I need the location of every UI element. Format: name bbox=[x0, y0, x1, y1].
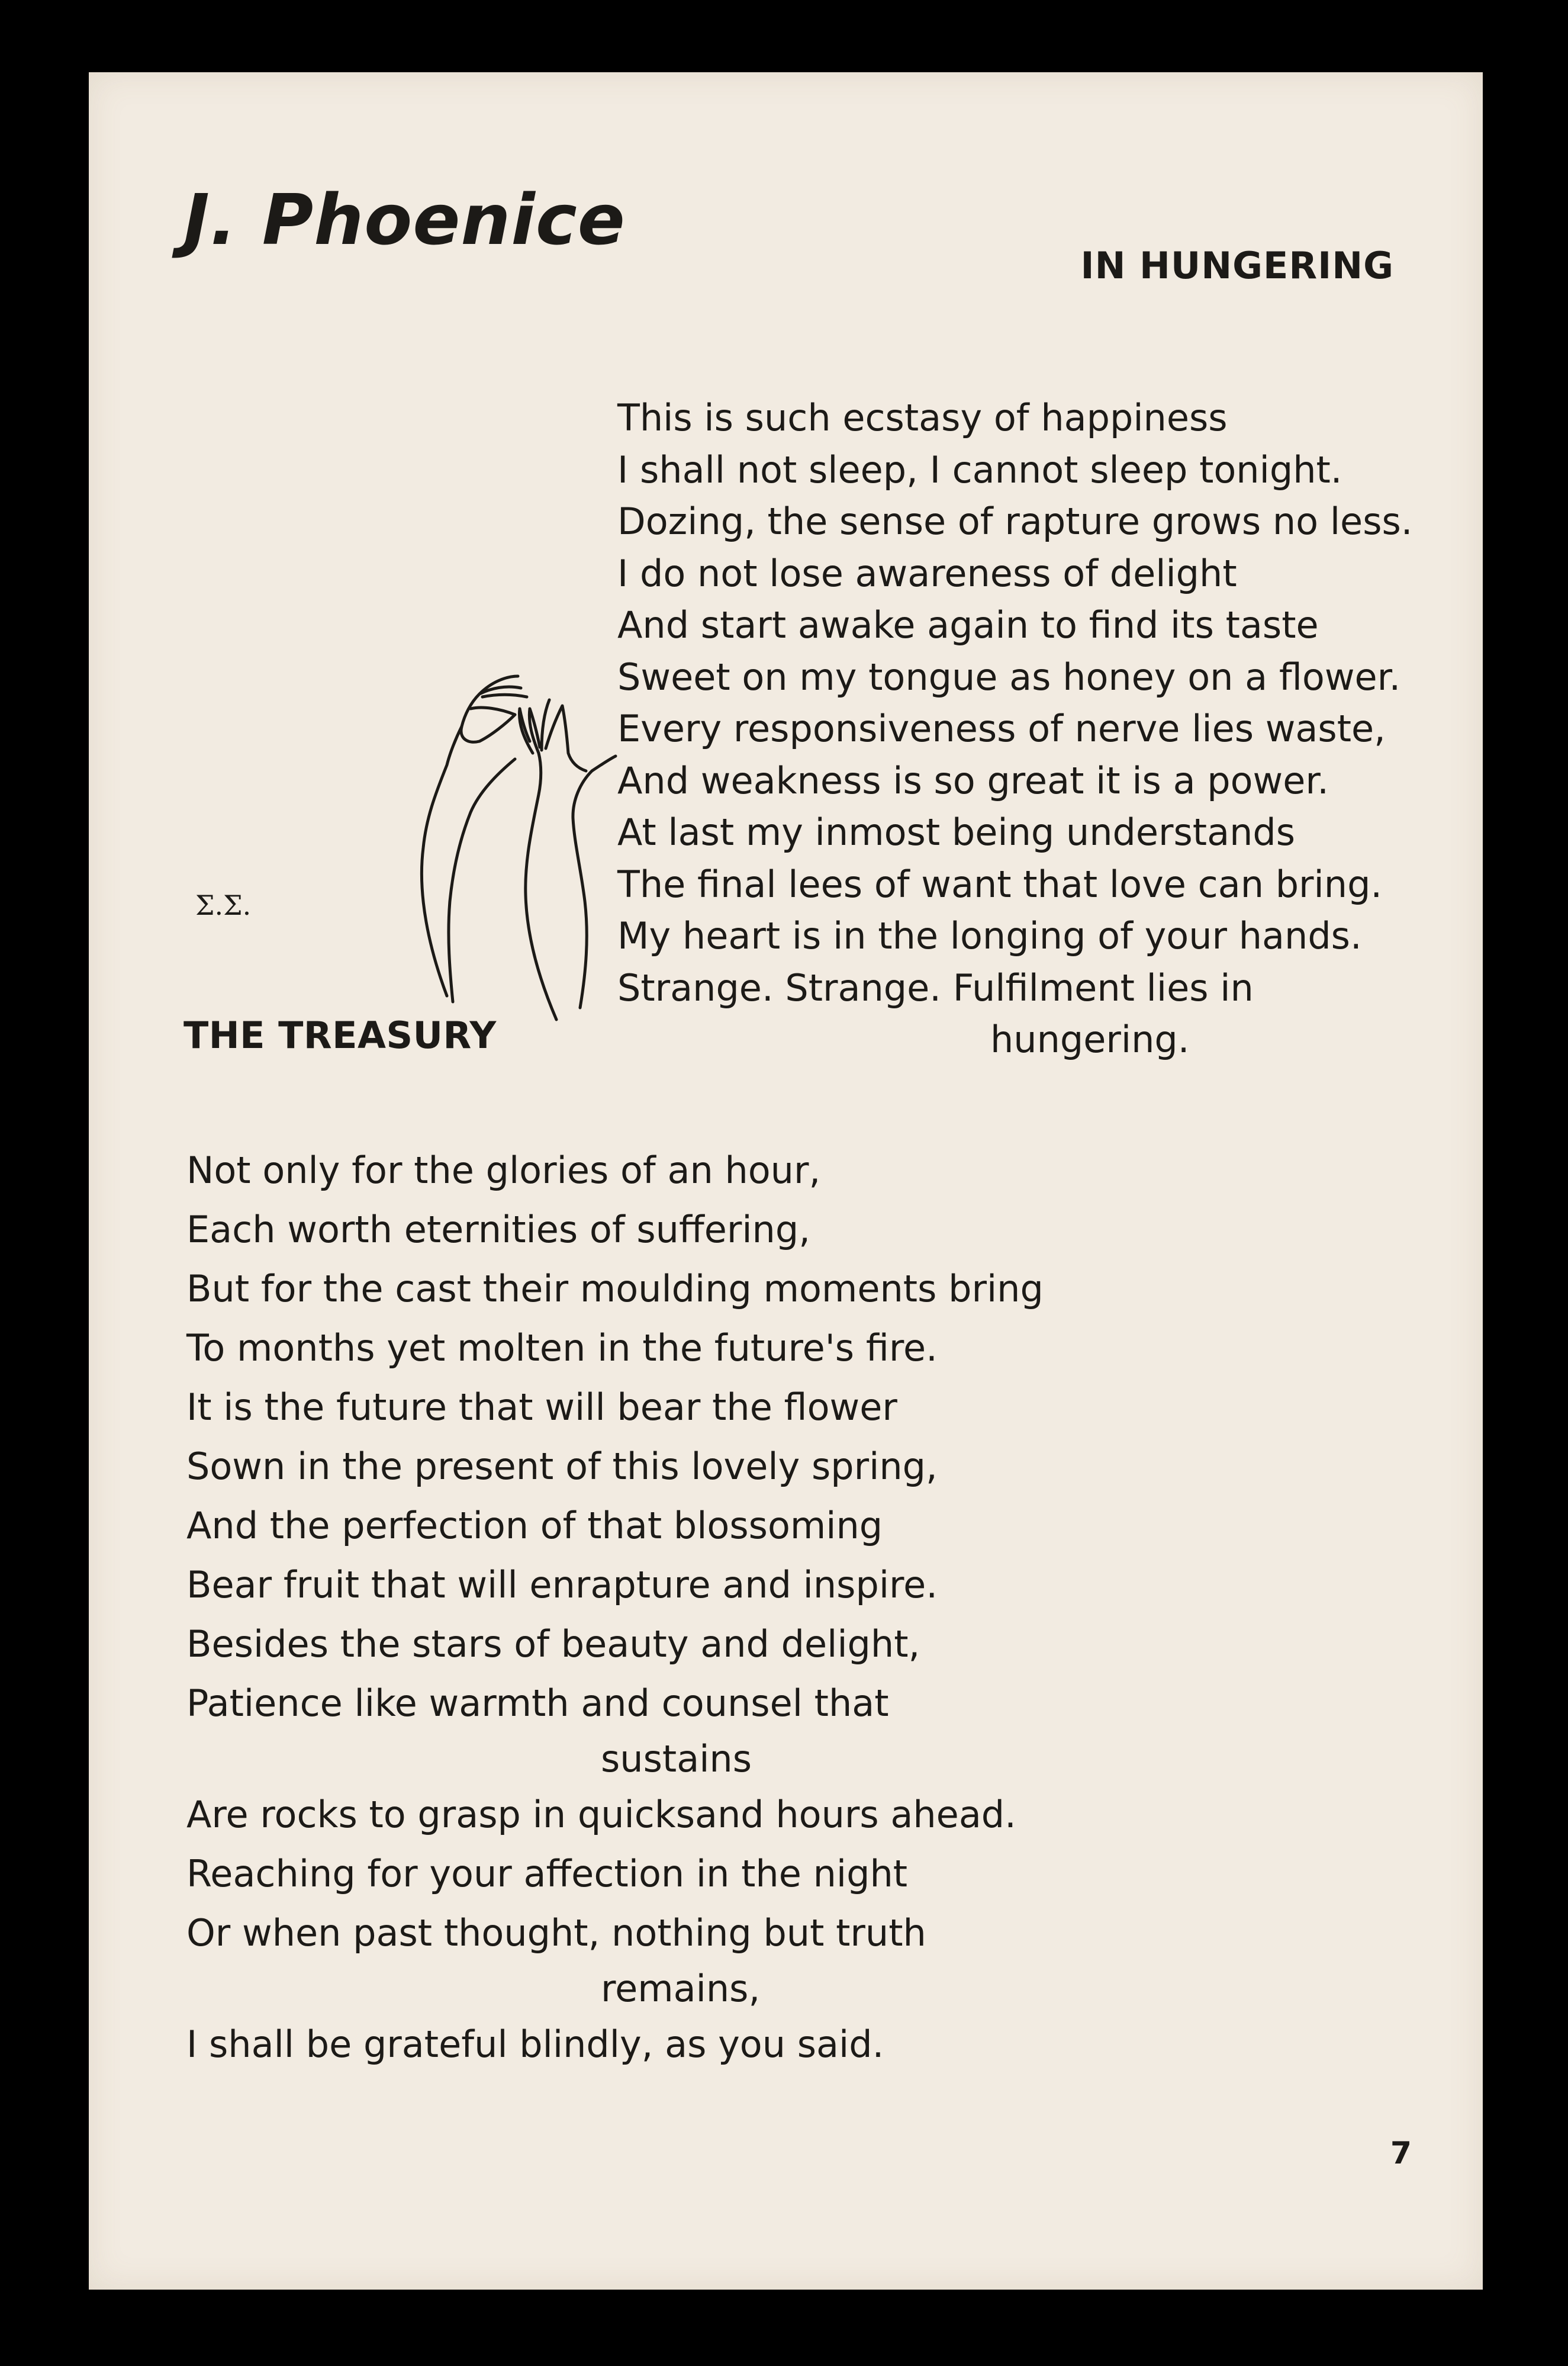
poem-title-in-hungering: IN HUNGERING bbox=[1080, 244, 1394, 287]
poem-line: Or when past thought, nothing but truth bbox=[186, 1911, 926, 1954]
poem-line: Are rocks to grasp in quicksand hours ahead. bbox=[186, 1793, 1016, 1836]
page-number: 7 bbox=[1390, 2136, 1412, 2171]
poem-line: And start awake again to find its taste bbox=[617, 603, 1319, 647]
poem-line-continuation: hungering. bbox=[990, 1018, 1190, 1061]
poem-line-continuation: remains, bbox=[601, 1967, 761, 2010]
poem-line: Strange. Strange. Fulfilment lies in bbox=[617, 966, 1254, 1010]
poem-line-continuation: sustains bbox=[601, 1737, 752, 1780]
poem-title-treasury: THE TREASURY bbox=[183, 1014, 497, 1057]
poem-line: But for the cast their moulding moments bring bbox=[186, 1267, 1044, 1310]
poem-line: Bear fruit that will enrapture and inspire. bbox=[186, 1563, 938, 1606]
poem-line: To months yet molten in the future's fire. bbox=[186, 1326, 938, 1370]
poem-line: My heart is in the longing of your hands. bbox=[617, 914, 1362, 957]
poem-line: Every responsiveness of nerve lies waste, bbox=[617, 707, 1386, 750]
right-arm-outline-inner bbox=[573, 756, 616, 1008]
poem-line: Each worth eternities of suffering, bbox=[186, 1208, 810, 1251]
poem-line: I shall be grateful blindly, as you said. bbox=[186, 2023, 884, 2066]
poem-line: Reaching for your affection in the night bbox=[186, 1852, 908, 1895]
left-hand-fingers bbox=[461, 676, 527, 742]
poem-line: I shall not sleep, I cannot sleep tonight. bbox=[617, 448, 1342, 491]
poem-line: This is such ecstasy of happiness bbox=[617, 396, 1228, 439]
poem-line: Sweet on my tongue as honey on a flower. bbox=[617, 655, 1401, 699]
author-name: J. Phoenice bbox=[183, 179, 626, 261]
reaching-hands-illustration bbox=[302, 593, 633, 1079]
book-page bbox=[89, 72, 1483, 2290]
poem-line: Besides the stars of beauty and delight, bbox=[186, 1622, 920, 1666]
poem-line: Patience like warmth and counsel that bbox=[186, 1682, 889, 1725]
poem-line: Not only for the glories of an hour, bbox=[186, 1149, 821, 1192]
poem-line: It is the future that will bear the flower bbox=[186, 1385, 897, 1429]
illustrator-monogram: Σ.Σ. bbox=[195, 889, 252, 921]
right-arm-outline bbox=[526, 753, 556, 1020]
poem-line: I do not lose awareness of delight bbox=[617, 551, 1237, 595]
poem-line: And weakness is so great it is a power. bbox=[617, 758, 1329, 802]
poem-line: Dozing, the sense of rapture grows no less. bbox=[617, 500, 1413, 543]
left-arm-outline-inner bbox=[449, 759, 515, 1002]
poem-in-hungering bbox=[617, 392, 1413, 1066]
poem-line: Sown in the present of this lovely spring, bbox=[186, 1445, 938, 1488]
poem-line: The final lees of want that love can bring. bbox=[617, 862, 1383, 906]
poem-line: And the perfection of that blossoming bbox=[186, 1504, 883, 1547]
poem-the-treasury bbox=[186, 1141, 1044, 2074]
poem-line: At last my inmost being understands bbox=[617, 811, 1296, 854]
